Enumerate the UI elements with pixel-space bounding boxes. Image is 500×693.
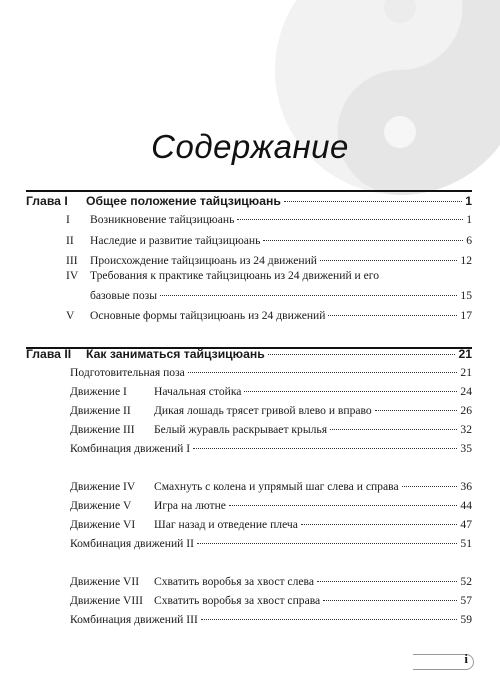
chapter-label: Глава II <box>26 347 72 361</box>
toc-entry[interactable] <box>70 612 472 628</box>
dot-leader <box>244 391 457 392</box>
chapter-label: Глава I <box>26 194 68 208</box>
dot-leader <box>160 295 457 296</box>
movement-label: Движение VI <box>70 518 136 531</box>
page-number: 35 <box>460 442 472 455</box>
entry-title: Комбинация движений III <box>70 613 198 626</box>
page-number: 17 <box>460 309 472 322</box>
dot-leader <box>402 486 458 487</box>
page-number: 59 <box>460 613 472 626</box>
dot-leader <box>330 429 457 430</box>
dot-leader <box>229 505 457 506</box>
entry-title: Смахнуть с колена и упрямый шаг слева и справа <box>154 480 399 493</box>
entry-title: Возникновение тайцзицюань <box>90 213 235 226</box>
page-number: 12 <box>460 254 472 267</box>
entry-title: Происхождение тайцзицюань из 24 движений <box>90 254 317 267</box>
page-number: 51 <box>460 537 472 550</box>
page-number: 6 <box>466 234 472 247</box>
entry-title: Дикая лошадь трясет гривой влево и вправо <box>154 404 372 417</box>
toc-entry[interactable] <box>70 479 472 495</box>
entry-title: Наследие и развитие тайцзицюань <box>90 234 261 247</box>
toc-entry[interactable] <box>70 441 472 457</box>
toc-entry[interactable] <box>66 212 472 228</box>
dot-leader <box>201 619 458 620</box>
top-rule <box>26 190 472 192</box>
dot-leader <box>320 260 457 261</box>
entry-title: Белый журавль раскрывает крылья <box>154 423 328 436</box>
entry-number: I <box>66 213 70 226</box>
dot-leader <box>328 315 457 316</box>
page-number: 1 <box>466 213 472 226</box>
toc-entry[interactable] <box>66 308 472 324</box>
toc-entry[interactable] <box>70 403 472 419</box>
page-number: 1 <box>465 194 472 208</box>
toc-entry[interactable] <box>70 365 472 381</box>
toc-entry[interactable] <box>70 536 472 552</box>
entry-title: Шаг назад и отведение плеча <box>154 518 298 531</box>
page-number: 52 <box>460 575 472 588</box>
page-number: 15 <box>460 289 472 302</box>
footer-page-number: i <box>464 651 468 666</box>
page-number: 26 <box>460 404 472 417</box>
page-number: 47 <box>460 518 472 531</box>
movement-label: Движение IV <box>70 480 136 493</box>
dot-leader <box>188 372 458 373</box>
entry-title-continued: базовые позы <box>90 289 158 302</box>
toc-chapter-2[interactable] <box>26 346 472 362</box>
dot-leader <box>263 240 463 241</box>
page-number: 57 <box>460 594 472 607</box>
movement-label: Движение III <box>70 423 135 436</box>
entry-title: Начальная стойка <box>154 385 242 398</box>
page-number: 24 <box>460 385 472 398</box>
entry-title: Схватить воробья за хвост слева <box>154 575 314 588</box>
entry-number: IV <box>66 269 79 282</box>
movement-label: Движение II <box>70 404 131 417</box>
entry-title: Основные формы тайцзицюань из 24 движений <box>90 309 326 322</box>
dot-leader <box>323 600 457 601</box>
page-title: Содержание <box>151 128 349 165</box>
toc-entry[interactable] <box>70 498 472 514</box>
entry-title: Схватить воробья за хвост справа <box>154 594 321 607</box>
toc-entry[interactable] <box>70 593 472 609</box>
entry-title: Комбинация движений II <box>70 537 194 550</box>
page-number: 36 <box>460 480 472 493</box>
movement-label: Движение VII <box>70 575 140 588</box>
entry-title: Требования к практике тайцзицюань из 24 движений и его <box>90 269 380 282</box>
entry-number: II <box>66 234 74 247</box>
page-number: 21 <box>460 366 472 379</box>
page-number: 32 <box>460 423 472 436</box>
entry-title: Игра на лютне <box>154 499 226 512</box>
page-number: 21 <box>458 347 472 361</box>
toc-entry[interactable] <box>70 422 472 438</box>
entry-title: Подготовительная поза <box>70 366 185 379</box>
chapter-title: Как заниматься тайцзицюань <box>86 347 265 361</box>
dot-leader <box>375 410 458 411</box>
yin-yang-watermark <box>270 0 500 200</box>
toc-entry[interactable] <box>66 253 472 269</box>
dot-leader <box>301 524 458 525</box>
page-number: 44 <box>460 499 472 512</box>
toc-entry[interactable] <box>66 233 472 249</box>
toc-entry[interactable] <box>70 517 472 533</box>
toc-entry-line2[interactable] <box>90 288 472 304</box>
toc-chapter-1[interactable] <box>26 193 472 209</box>
movement-label: Движение VIII <box>70 594 143 607</box>
dot-leader <box>237 219 463 220</box>
dot-leader <box>317 581 457 582</box>
entry-title: Комбинация движений I <box>70 442 191 455</box>
dot-leader <box>284 201 462 202</box>
dot-leader <box>268 354 456 355</box>
toc-entry-line1[interactable] <box>66 268 472 284</box>
entry-number: V <box>66 309 75 322</box>
entry-number: III <box>66 254 78 267</box>
toc-entry[interactable] <box>70 574 472 590</box>
toc-entry[interactable] <box>70 384 472 400</box>
dot-leader <box>193 448 457 449</box>
dot-leader <box>197 543 457 544</box>
movement-label: Движение I <box>70 385 127 398</box>
movement-label: Движение V <box>70 499 132 512</box>
chapter-title: Общее положение тайцзицюань <box>86 194 281 208</box>
